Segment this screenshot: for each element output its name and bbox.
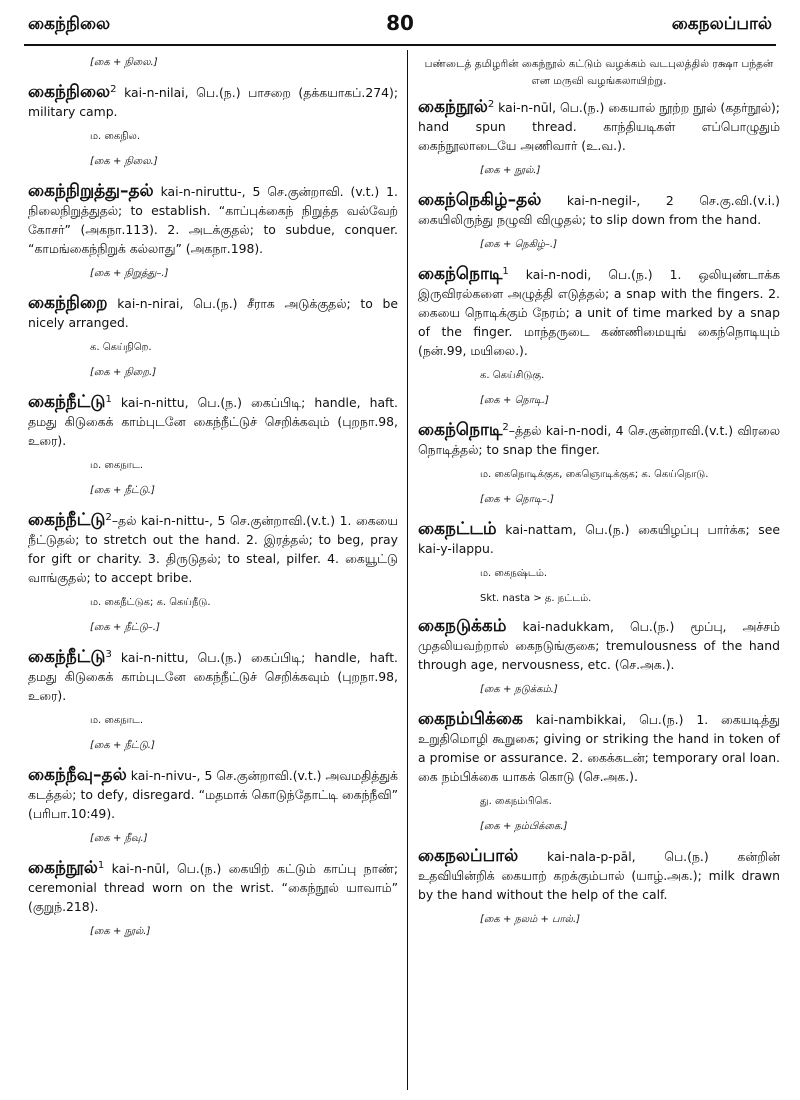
page-number: 80 bbox=[386, 11, 414, 35]
cognate-note: ம. கைநஷ்டம். bbox=[480, 568, 548, 579]
headword: கைந்நிறுத்து–தல் bbox=[28, 181, 154, 201]
homograph-number: 2 bbox=[487, 98, 495, 110]
page-header bbox=[0, 0, 800, 46]
etymology-note: [கை + நெகிழ்–.] bbox=[480, 239, 558, 250]
homograph-number: 3 bbox=[105, 648, 112, 660]
etymology-note: [கை + நடுக்கம்.] bbox=[480, 684, 558, 695]
etymology-note: [கை + நூல்.] bbox=[90, 926, 151, 937]
dictionary-entry bbox=[28, 294, 398, 332]
cognate-note: க. கெய்சிடுகு. bbox=[480, 370, 545, 381]
headword: கைந்நீவு–தல் bbox=[28, 765, 127, 785]
etymology-note: [கை + நிறுத்து–.] bbox=[90, 268, 169, 279]
etymology-note: [கை + நீட்டு–.] bbox=[90, 622, 160, 633]
entry-definition: kai-n-nodi, பெ.(ந.) 1. ஒலியுண்டாக்க இருவிரல்களை அழுத்தி எடுத்தல்; a snap with the fingers. 2. கையை நொடிக்கும் நேரம்; a unit of time marked by a snap of the finger. மாந்தருடை கண்ணிமையுங் கைந்நொடியும் (நன்.99, மயிலை.). bbox=[418, 267, 780, 358]
dictionary-entry bbox=[418, 98, 780, 155]
headword: கைநட்டம் bbox=[418, 519, 497, 539]
headword: கைந்நீட்டு bbox=[28, 510, 106, 530]
entry-definition: kai-n-nūl, பெ.(ந.) கையிற் கட்டும் காப்பு நாண்; ceremonial thread worn on the wrist. “கைந்நூல் யாவாம்” (குறுந்.218). bbox=[28, 861, 398, 914]
header-left-guideword: கைந்நிலை bbox=[28, 14, 111, 34]
left-column bbox=[28, 56, 398, 952]
etymology-note: [கை + நொடி–.] bbox=[480, 494, 554, 505]
dictionary-entry bbox=[28, 648, 398, 705]
cognate-note: க. கெய்நிறெ. bbox=[90, 342, 152, 353]
entry-definition: kai-nambikkai, பெ.(ந.) 1. கையடித்து உறுதிமொழி கூறுகை; giving or striking the hand in token of a promise or assurance. 2. கைக்கடன்; temporary oral loan. கை நம்பிக்கை யாகக் கொடு (செ.அக.). bbox=[418, 712, 780, 784]
header-rule bbox=[24, 44, 776, 46]
dictionary-entry bbox=[28, 511, 398, 587]
cognate-note: ம. கைநீட்டுக; க. கெய்நீடு. bbox=[90, 597, 211, 608]
dictionary-entry bbox=[28, 182, 398, 258]
dictionary-entry bbox=[418, 265, 780, 360]
headword: கைந்நீட்டு bbox=[28, 392, 106, 412]
entry-definition: kai-n-nivu-, 5 செ.குன்றாவி.(v.t.) அவமதித்துக் கடத்தல்; to defy, disregard. “மதமாக் கொடுந்தோட்டி கைந்நீவி” (பரிபா.10:49). bbox=[28, 768, 398, 821]
dictionary-entry bbox=[28, 859, 398, 916]
right-column bbox=[418, 56, 780, 940]
etymology-note: [கை + நீட்டு.] bbox=[90, 740, 155, 751]
entry-definition: kai-n-niruttu-, 5 செ.குன்றாவி. (v.t.) 1. நிலைநிறுத்துதல்; to establish. “காப்புக்கைந் நிறுத்த வல்வேற் கோசர்” (அகநா.113). 2. அடக்குதல்; to subdue, conquer. “காமங்கைந்நிறுக் கல்லாது” (அகநா.198). bbox=[28, 184, 398, 256]
etymology-note: [கை + நொடி.] bbox=[480, 395, 549, 406]
etymology-note: [கை + நிலை.] bbox=[90, 156, 158, 167]
headword: கைநலப்பால் bbox=[418, 846, 519, 866]
cognate-note: ம. கைநாட. bbox=[90, 715, 144, 726]
entry-definition: kai-n-nūl, பெ.(ந.) கையால் நூற்ற நூல் (கதர்நூல்); hand spun thread. காந்தியடிகள் எப்பொழுதும் கைந்நூலாடையே அணிவார் (உ.வ.). bbox=[418, 100, 780, 153]
entry-definition: –தல் kai-n-nittu-, 5 செ.குன்றாவி.(v.t.) 1. கையை நீட்டுதல்; to stretch out the hand. 2. இரத்தல்; to beg, pray for gift or charity. 3. திருடுதல்; to steal, pilfer. 4. கையூட்டு வாங்குதல்; to accept bribe. bbox=[28, 513, 398, 585]
entry-definition: kai-nadukkam, பெ.(ந.) மூப்பு, அச்சம் முதலியவற்றால் கைநடுங்குகை; tremulousness of the hand through age, nervousness, etc. (செ.அக.). bbox=[418, 619, 780, 672]
dictionary-entry bbox=[418, 710, 780, 786]
dictionary-entry bbox=[418, 421, 780, 459]
headword: கைந்நீட்டு bbox=[28, 647, 106, 667]
headword: கைந்நிலை bbox=[28, 82, 111, 102]
etymology-note: [கை + நிலை.] bbox=[90, 57, 158, 68]
entry-definition: kai-nala-p-pāl, பெ.(ந.) கன்றின் உதவியின்றிக் கையாற் கறக்கும்பால் (யாழ்.அக.); milk drawn by the hand without the help of the calf. bbox=[418, 849, 780, 902]
explanatory-note: பண்டைத் தமிழரின் கைந்நூல் கட்டும் வழக்கம் வடபுலத்தில் ரக்ஷா பந்தன் என மருவி வழங்கலாயிற்று. bbox=[424, 58, 774, 87]
headword: கைநம்பிக்கை bbox=[418, 709, 523, 729]
headword: கைந்நொடி bbox=[418, 264, 503, 284]
etymology-note: [கை + நம்பிக்கை.] bbox=[480, 821, 568, 832]
cognate-note: ம. கைநொடிக்குக, கைஞொடிக்குக; க. கெய்நொடு. bbox=[480, 469, 709, 480]
homograph-number: 1 bbox=[97, 859, 105, 871]
headword: கைந்நூல் bbox=[28, 858, 98, 878]
entry-definition: kai-nattam, பெ.(ந.) கையிழப்பு பார்க்க; see kai-y-ilappu. bbox=[418, 522, 780, 556]
entry-definition: kai-n-nittu, பெ.(ந.) கைப்பிடி; handle, haft. தமது கிடுகைக் காம்புடனே கைந்நீட்டுச் செறிக்கவும் (புறநா.98, உரை). bbox=[28, 395, 398, 448]
dictionary-entry bbox=[28, 83, 398, 121]
cognate-note: து. கைநம்பிகெ. bbox=[480, 796, 552, 807]
etymology-note: [கை + நீவு.] bbox=[90, 833, 148, 844]
homograph-number: 2 bbox=[110, 83, 117, 95]
etymology-note: [கை + நிறை.] bbox=[90, 367, 157, 378]
entry-definition: kai-n-nilai, பெ.(ந.) பாசறை (தக்கயாகப்.274); military camp. bbox=[28, 85, 398, 119]
entry-definition: kai-n-nittu, பெ.(ந.) கைப்பிடி; handle, haft. தமது கிடுகைக் காம்புடனே கைந்நீட்டுச் செறிக்கவும் (புறநா.98, உரை). bbox=[28, 650, 398, 703]
etymology-note: [கை + நீட்டு.] bbox=[90, 485, 155, 496]
etymology-note: [கை + நூல்.] bbox=[480, 165, 541, 176]
header-right-guideword: கைநலப்பால் bbox=[671, 14, 772, 34]
cognate-note: Skt. nasta > த. நட்டம். bbox=[480, 593, 592, 604]
dictionary-entry bbox=[418, 191, 780, 229]
column-divider bbox=[407, 50, 408, 1090]
entry-definition: kai-n-negil-, 2 செ.கு.வி.(v.i.) கையிலிருந்து நழுவி விழுதல்; to slip down from the hand. bbox=[418, 193, 780, 227]
dictionary-entry bbox=[418, 617, 780, 674]
entry-definition: kai-n-nirai, பெ.(ந.) சீராக அடுக்குதல்; to be nicely arranged. bbox=[28, 296, 398, 330]
headword: கைந்நூல் bbox=[418, 97, 488, 117]
headword: கைந்நொடி bbox=[418, 420, 503, 440]
headword: கைந்நிறை bbox=[28, 293, 108, 313]
dictionary-entry bbox=[418, 847, 780, 904]
etymology-note: [கை + நலம் + பால்.] bbox=[480, 914, 581, 925]
entry-definition: –த்தல் kai-n-nodi, 4 செ.குன்றாவி.(v.t.) விரலை நொடித்தல்; to snap the finger. bbox=[418, 423, 780, 457]
homograph-number: 2 bbox=[105, 511, 112, 523]
cognate-note: ம. கைநில. bbox=[90, 131, 141, 142]
headword: கைநடுக்கம் bbox=[418, 616, 507, 636]
homograph-number: 1 bbox=[502, 265, 509, 277]
homograph-number: 2 bbox=[502, 421, 509, 433]
headword: கைந்நெகிழ்–தல் bbox=[418, 190, 542, 210]
dictionary-entry bbox=[28, 393, 398, 450]
dictionary-entry bbox=[28, 766, 398, 823]
homograph-number: 1 bbox=[105, 393, 112, 405]
dictionary-entry bbox=[418, 520, 780, 558]
cognate-note: ம. கைநாட. bbox=[90, 460, 144, 471]
